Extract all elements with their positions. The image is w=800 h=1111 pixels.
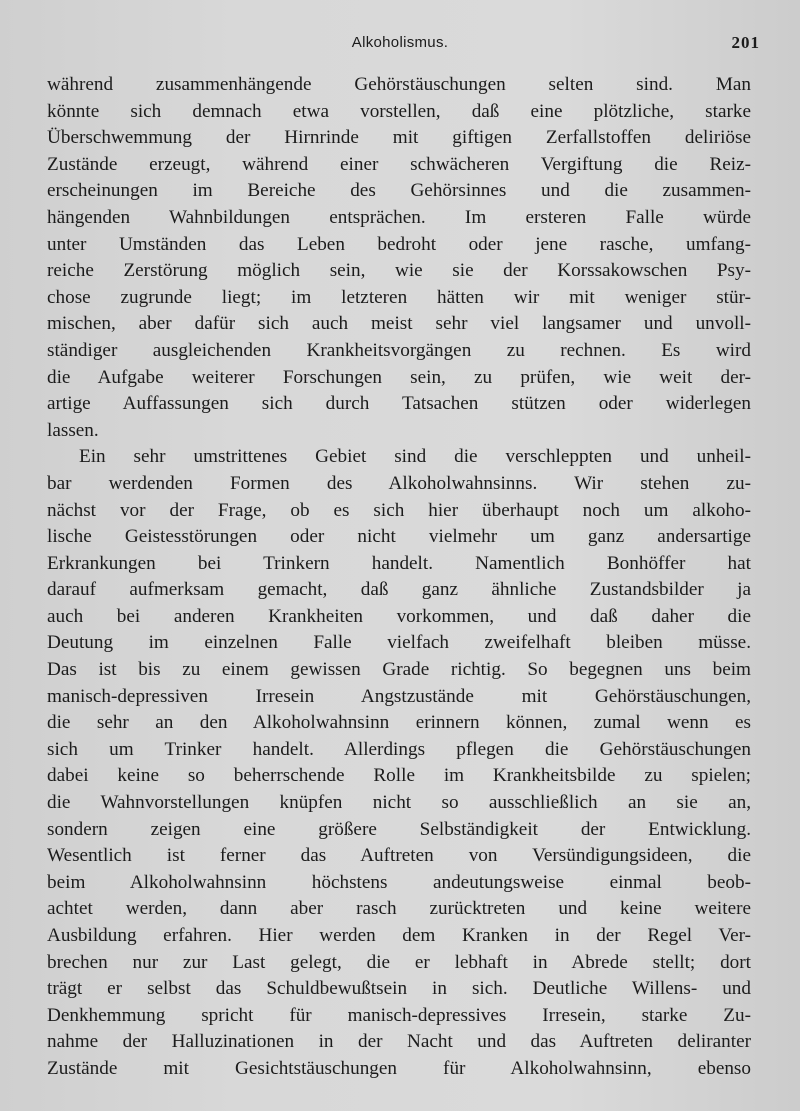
text-line: Deutung im einzelnen Falle vielfach zweifelhaft bleiben müsse. (47, 632, 751, 654)
text-line: Erkrankungen bei Trinkern handelt. Namentlich Bonhöffer hat (47, 552, 751, 574)
text-line: auch bei anderen Krankheiten vorkommen, und daß daher die (47, 605, 751, 627)
text-line: nächst vor der Frage, ob es sich hier überhaupt noch um alkoho- (47, 499, 751, 521)
text-line: Denkhemmung spricht für manisch-depressives Irresein, starke Zu- (47, 1004, 751, 1026)
text-line: erscheinungen im Bereiche des Gehörsinnes und die zusammen- (47, 180, 751, 202)
text-line: Wesentlich ist ferner das Auftreten von Versündigungsideen, die (47, 845, 751, 867)
text-line: sich um Trinker handelt. Allerdings pflegen die Gehörstäuschungen (47, 738, 751, 760)
text-line: die sehr an den Alkoholwahnsinn erinnern können, zumal wenn es (47, 712, 751, 734)
text-line: nahme der Halluzinationen in der Nacht und das Auftreten deliranter (47, 1031, 751, 1053)
text-line: bar werdenden Formen des Alkoholwahnsinns. Wir stehen zu- (47, 472, 751, 494)
text-line: brechen nur zur Last gelegt, die er lebhaft in Abrede stellt; dort (47, 951, 751, 973)
text-line: die Wahnvorstellungen knüpfen nicht so ausschließlich an sie an, (47, 792, 751, 814)
text-line: Zustände mit Gesichtstäuschungen für Alkoholwahnsinn, ebenso (47, 1057, 751, 1079)
text-line: beim Alkoholwahnsinn höchstens andeutungsweise einmal beob- (47, 871, 751, 893)
text-line: sondern zeigen eine größere Selbständigkeit der Entwicklung. (47, 818, 751, 840)
text-line: Ausbildung erfahren. Hier werden dem Kranken in der Regel Ver- (47, 925, 751, 946)
paragraph-start-line: Ein sehr umstrittenes Gebiet sind die verschleppten und unheil- (79, 446, 751, 468)
text-line: unter Umständen das Leben bedroht oder jene rasche, umfang- (47, 233, 751, 255)
text-line: mischen, aber dafür sich auch meist sehr viel langsamer und unvoll- (47, 313, 751, 335)
text-line: könnte sich demnach etwa vorstellen, daß eine plötzliche, starke (47, 100, 751, 122)
text-line: achtet werden, dann aber rasch zurücktreten und keine weitere (47, 898, 751, 920)
body-text (47, 72, 751, 1083)
text-line: während zusammenhängende Gehörstäuschungen selten sind. Man (47, 74, 751, 95)
text-line: ständiger ausgleichenden Krankheitsvorgängen zu rechnen. Es wird (47, 339, 751, 361)
text-line: die Aufgabe weiterer Forschungen sein, zu prüfen, wie weit der- (47, 366, 751, 388)
text-line: Überschwemmung der Hirnrinde mit giftigen Zerfallstoffen deliriöse (47, 127, 751, 149)
text-line: darauf aufmerksam gemacht, daß ganz ähnliche Zustandsbilder ja (47, 579, 751, 601)
text-line: Das ist bis zu einem gewissen Grade richtig. So begegnen uns beim (47, 659, 751, 681)
text-line: trägt er selbst das Schuldbewußtsein in sich. Deutliche Willens- und (47, 978, 751, 1000)
text-line: Zustände erzeugt, während einer schwächeren Vergiftung die Reiz- (47, 153, 751, 175)
text-line: hängenden Wahnbildungen entsprächen. Im ersteren Falle würde (47, 206, 751, 228)
text-line: manisch-depressiven Irresein Angstzustände mit Gehörstäuschungen, (47, 685, 751, 707)
running-title: Alkoholismus. (351, 34, 449, 51)
text-line: lische Geistesstörungen oder nicht vielmehr um ganz andersartige (47, 526, 751, 548)
text-line: artige Auffassungen sich durch Tatsachen stützen oder widerlegen (47, 393, 751, 415)
text-line: chose zugrunde liegt; im letzteren hätten wir mit weniger stür- (47, 286, 751, 308)
page-header (0, 34, 800, 56)
paragraph-end-line: lassen. (47, 419, 99, 441)
page-number: 201 (731, 33, 760, 52)
text-line: dabei keine so beherrschende Rolle im Krankheitsbilde zu spielen; (47, 765, 751, 787)
text-line: reiche Zerstörung möglich sein, wie sie der Korssakowschen Psy- (47, 260, 751, 282)
